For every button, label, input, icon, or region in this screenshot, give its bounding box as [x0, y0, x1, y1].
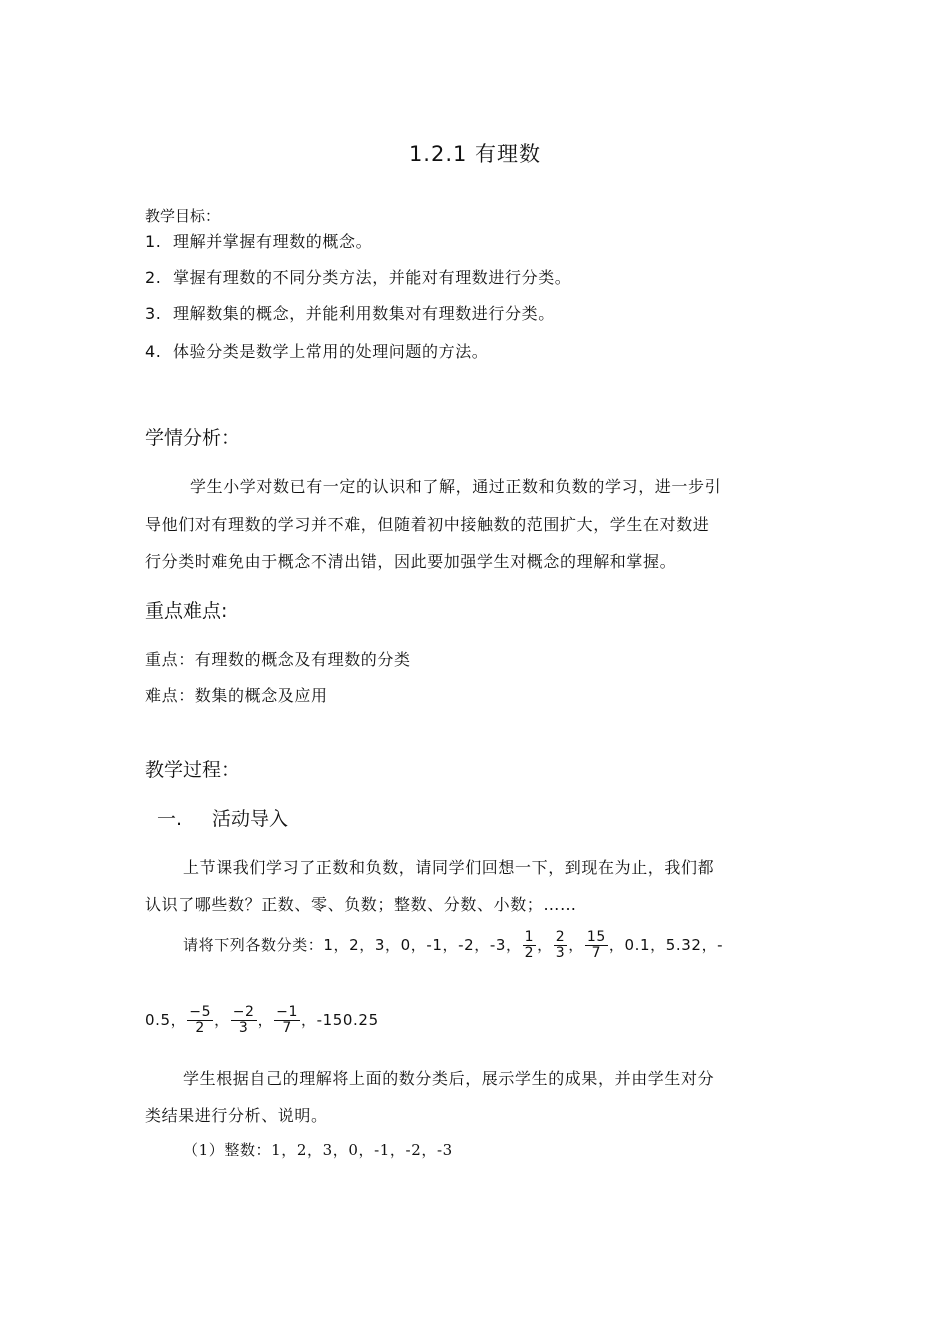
list-text: 理解并掌握有理数的概念。 [173, 232, 373, 251]
focus-text: 重点：有理数的概念及有理数的分类 [145, 650, 411, 669]
fraction [554, 930, 568, 961]
numerator: −5 [189, 1004, 212, 1020]
process-heading: 教学过程： [145, 759, 241, 781]
analysis-heading: 学情分析： [145, 427, 241, 449]
objectives-heading: 教学目标： [145, 207, 221, 225]
list-number: 1. [145, 232, 162, 251]
line2-suffix: ，-150.25 [301, 1011, 379, 1029]
fraction [523, 930, 537, 961]
analysis-line-2: 导他们对有理数的学习并不难，但随着初中接触数的范围扩大，学生在对数进 [145, 515, 710, 534]
intro-line-1: 上节课我们学习了正数和负数，请同学们回想一下，到现在为止，我们都 [183, 858, 715, 877]
analysis-line-3: 行分类时难免由于概念不清出错，因此要加强学生对概念的理解和掌握。 [145, 552, 677, 571]
denominator: 7 [282, 1020, 292, 1036]
fraction [231, 1005, 257, 1036]
list-number: 3. [145, 304, 162, 323]
numerator: −2 [232, 1004, 255, 1020]
list-number: 2. [145, 268, 162, 287]
task-mid: ，0.1，5.32，- [608, 936, 724, 954]
numerator: 15 [586, 929, 606, 945]
objective-item-3 [145, 301, 555, 324]
denominator: 7 [591, 945, 602, 961]
difficulty-text: 难点：数集的概念及应用 [145, 686, 328, 705]
step1-number: 一. [157, 808, 183, 830]
denominator: 2 [524, 945, 535, 961]
after-line-1: 学生根据自己的理解将上面的数分类后，展示学生的成果，并由学生对分 [183, 1069, 715, 1088]
key-points-heading: 重点难点: [145, 600, 228, 622]
intro-line-2: 认识了哪些数？正数、零、负数；整数、分数、小数；…… [145, 895, 577, 914]
fraction [585, 930, 608, 961]
denominator: 3 [238, 1020, 249, 1036]
analysis-line-1: 学生小学对数已有一定的认识和了解，通过正数和负数的学习，进一步引 [190, 477, 722, 496]
numerator: 1 [524, 929, 535, 945]
fraction [187, 1005, 213, 1036]
list-text: 体验分类是数学上常用的处理问题的方法。 [173, 342, 489, 361]
integers-line: （1）整数：1，2，3，0，-1，-2，-3 [183, 1141, 453, 1159]
denominator: 3 [555, 945, 566, 961]
list-text: 掌握有理数的不同分类方法，并能对有理数进行分类。 [173, 268, 572, 287]
objective-item-1 [145, 229, 372, 252]
fraction [274, 1005, 300, 1036]
after-line-2: 类结果进行分析、说明。 [145, 1106, 328, 1125]
objective-item-4 [145, 339, 488, 362]
task-prefix: 请将下列各数分类：1，2，3，0，-1，-2，-3， [183, 936, 522, 954]
step1-title: 活动导入 [212, 808, 289, 830]
list-number: 4. [145, 342, 162, 361]
objective-item-2 [145, 265, 571, 288]
line2-prefix: 0.5， [145, 1011, 187, 1029]
numerator: 2 [555, 929, 566, 945]
denominator: 2 [195, 1020, 205, 1036]
task-line-1: 请将下列各数分类：1，2，3，0，-1，-2，-3， $\frac{1}{2}$ ， $\frac{2}{3}$ ， $\frac{15}{7}$ ，0.1，5.32，- [183, 929, 724, 961]
list-text: 理解数集的概念，并能利用数集对有理数进行分类。 [173, 304, 555, 323]
task-line-2: 0.5， $\frac{-5}{2}$ ， $\frac{-2}{3}$ ， $\frac{-1}{7}$ ，-150.25 [145, 1004, 379, 1036]
page-title: 1.2.1 有理数 [408, 142, 542, 166]
numerator: −1 [276, 1004, 299, 1020]
